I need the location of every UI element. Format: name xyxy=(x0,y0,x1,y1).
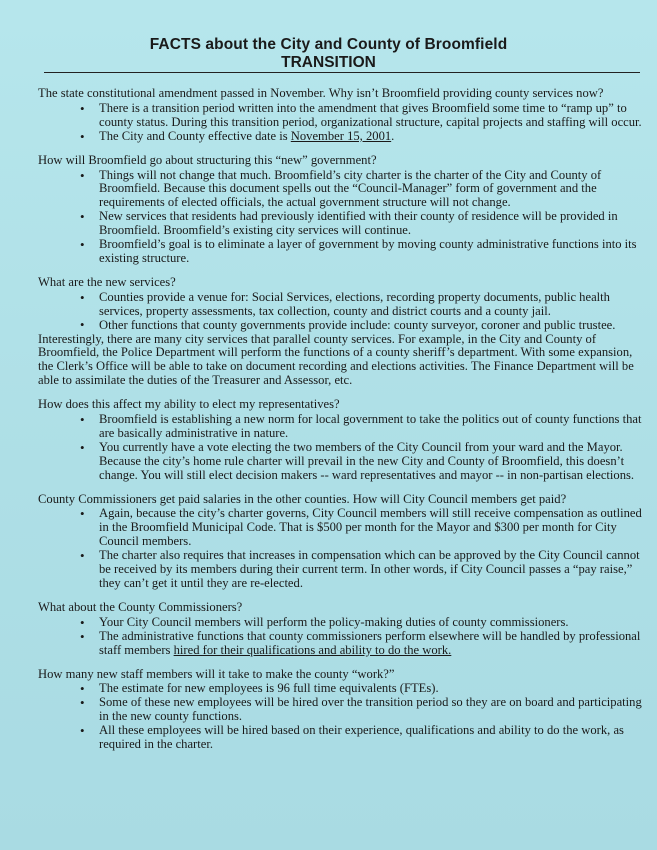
document-header xyxy=(0,36,657,71)
faq-bullet xyxy=(80,630,644,658)
faq-bullet: • Your City Council members will perform the policy-making duties of county commissioners. xyxy=(80,616,644,630)
faq-question: The state constitutional amendment passed in November. Why isn’t Broomfield providing county services now? xyxy=(38,86,604,100)
faq-bullet: • All these employees will be hired based on their experience, qualifications and ability to do the work, as required in the charter. xyxy=(80,724,644,752)
faq-bullet: • The City and County effective date is November 15, 2001. xyxy=(80,130,644,144)
faq-section xyxy=(38,493,644,591)
faq-bullet: • Some of these new employees will be hired over the transition period so they are on board and participating in the new county functions. xyxy=(80,696,644,724)
faq-answer-list xyxy=(80,102,644,144)
underlined-phrase: hired for their qualifications and ability to do the work. xyxy=(173,642,452,657)
bullet-text-lead: The City and County effective date is xyxy=(99,128,291,143)
faq-question: How does this affect my ability to elect my representatives? xyxy=(38,397,340,412)
faq-section xyxy=(38,276,644,388)
faq-answer-list xyxy=(80,291,644,319)
faq-bullet: • Counties provide a venue for: Social Services, elections, recording property documents, public health services, property assessments, tax collection, county and district courts and a county jail. xyxy=(80,291,644,319)
faq-bullet: • There is a transition period written into the amendment that gives Broomfield some time to “ramp up” to county status. During this transition period, organizational structure, capital projects and staffing will occur. xyxy=(80,102,644,130)
faq-bullet: • New services that residents had previously identified with their county of residence will be provided in Broomfield. Broomfield’s existing city services will continue. xyxy=(80,210,644,238)
faq-section xyxy=(38,154,644,266)
faq-bullet: • Things will not change that much. Broomfield’s city charter is the charter of the City and County of Broomfield. Because this document spells out the “Council-Manager” form of government and the requirements of elected officials, the actual government structure will not change. xyxy=(80,169,644,211)
faq-answer-list xyxy=(80,507,644,590)
faq-section xyxy=(38,87,644,144)
faq-question: County Commissioners get paid salaries in the other counties. How will City Council members get paid? xyxy=(38,491,567,506)
faq-answer-list xyxy=(80,682,644,752)
bullet-text-lead: The administrative functions that county commissioners perform elsewhere will be handled by professional staff members xyxy=(99,628,641,657)
faq-bullet: • Broomfield is establishing a new norm for local government to take the politics out of county functions that are basically administrative in nature. xyxy=(80,413,644,441)
faq-answer-list xyxy=(80,616,644,658)
faq-section xyxy=(38,601,644,658)
faq-section xyxy=(38,668,644,752)
paragraph-text: Other functions that county governments provide include: county surveyor, coroner and public trustee. Interestingly, there are many city services that parallel county services. For example, in the City and County of Broomfield, the Police Department will perform the functions of a county sheriff’s department. With some expansion, the Clerk’s Office will be able to take on document recording and elections activities. The Finance Department will be able to assimilate the duties of the Treasurer and Assessor, etc. xyxy=(38,317,634,388)
faq-answer-list xyxy=(80,413,644,483)
faq-question: How will Broomfield go about structuring this “new” government? xyxy=(38,152,377,167)
faq-section xyxy=(38,398,644,482)
document-title: FACTS about the City and County of Broomfield xyxy=(149,36,508,53)
effective-date: November 15, 2001 xyxy=(290,128,392,143)
faq-question: What are the new services? xyxy=(38,274,176,289)
faq-bullet: • Broomfield’s goal is to eliminate a layer of government by moving county administrative functions into its existing structure. xyxy=(80,238,644,266)
faq-paragraph: • Other functions that county governments provide include: county surveyor, coroner and public trustee. Interestingly, there are many city services that parallel county services. For example, in the City and County of Broomfield, the Police Department will perform the functions of a county sheriff’s department. With some expansion, the Clerk’s Office will be able to take on document recording and elections activities. The Finance Department will be able to assimilate the duties of the Treasurer and Assessor, etc. xyxy=(38,317,634,388)
faq-bullet: • The charter also requires that increases in compensation which can be approved by the City Council cannot be received by its members during their current term. In other words, if City Council passes a “pay raise,” they can’t get it until they are re-elected. xyxy=(80,549,644,591)
faq-answer-list xyxy=(80,169,644,266)
faq-bullet: • You currently have a vote electing the two members of the City Council from your ward and the Mayor. Because the city’s home rule charter will prevail in the new City and County of Broomfield, this doesn’t change. You will still elect decision makers -- ward representatives and mayor -- in non-partisan elections. xyxy=(80,441,644,483)
document-body xyxy=(38,87,644,762)
faq-bullet: • Again, because the city’s charter governs, City Council members will still receive compensation as outlined in the Broomfield Municipal Code. That is $500 per month for the Mayor and $300 per month for City Council members. xyxy=(80,507,644,549)
faq-question: What about the County Commissioners? xyxy=(38,599,243,614)
faq-bullet: • The estimate for new employees is 96 full time equivalents (FTEs). xyxy=(80,682,644,696)
header-rule xyxy=(44,72,640,73)
document-subtitle: TRANSITION xyxy=(281,54,376,71)
faq-question: How many new staff members will it take to make the county “work?” xyxy=(38,666,395,681)
